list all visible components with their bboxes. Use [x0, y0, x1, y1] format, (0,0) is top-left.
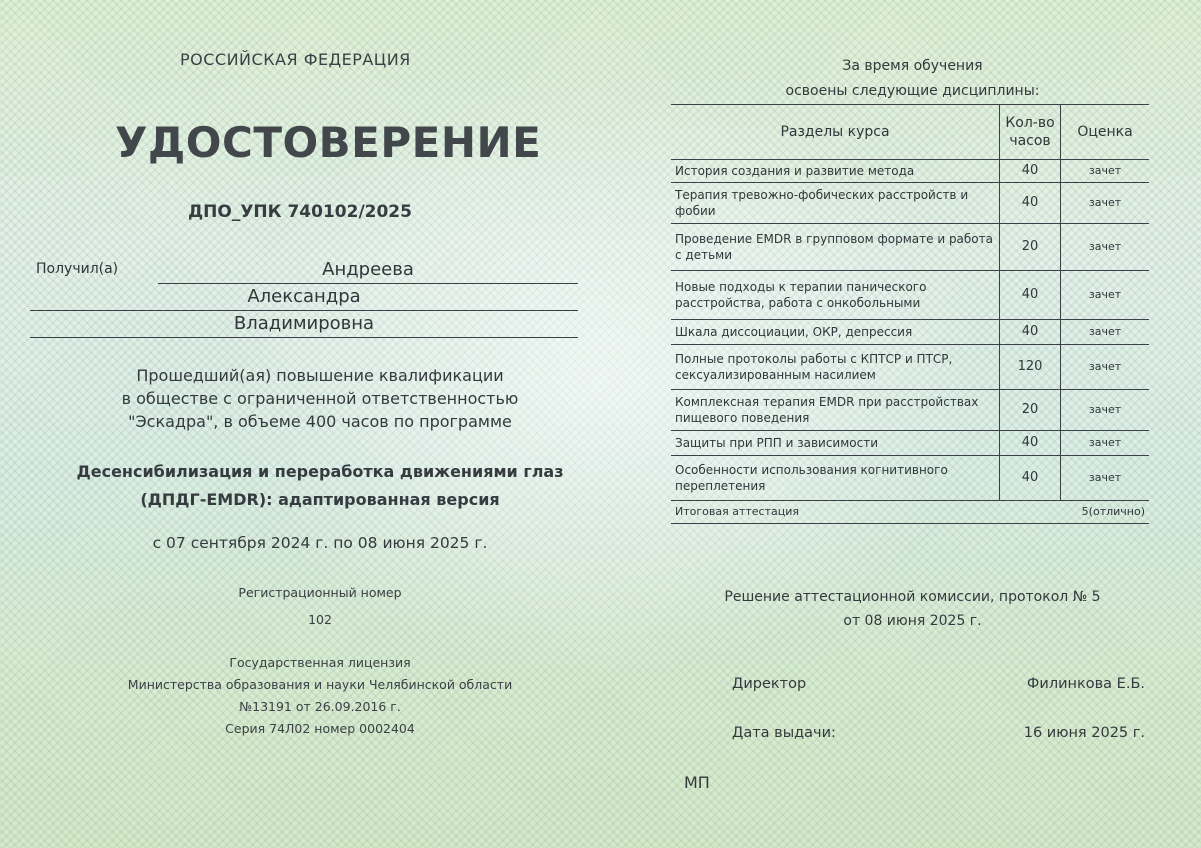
- license-line: Министерства образования и науки Челябинской области: [127, 677, 513, 692]
- grade-cell: зачет: [1061, 183, 1150, 224]
- grade-cell: зачет: [1061, 345, 1150, 390]
- license-line: Государственная лицензия: [229, 655, 411, 670]
- hours-cell: 40: [1000, 431, 1061, 456]
- study-dates: с 07 сентября 2024 г. по 08 июня 2025 г.: [152, 534, 488, 552]
- director-name: Филинкова Е.Б.: [1026, 676, 1145, 692]
- course-cell: Терапия тревожно-фобических расстройств и фобии: [671, 183, 1000, 224]
- commission-decision: [680, 585, 1145, 633]
- license-line: №13191 от 26.09.2016 г.: [239, 699, 401, 714]
- table-row: [671, 345, 1149, 390]
- hours-cell: 20: [1000, 224, 1061, 271]
- grade-cell: зачет: [1061, 431, 1150, 456]
- table-row: [671, 224, 1149, 271]
- table-row: [671, 271, 1149, 320]
- table-row: [671, 431, 1149, 456]
- final-attestation-row: [671, 501, 1149, 524]
- hours-cell: 40: [1000, 183, 1061, 224]
- issue-date-label: Дата выдачи:: [732, 725, 836, 741]
- grade-cell: зачет: [1061, 271, 1150, 320]
- registration-label: Регистрационный номер: [238, 585, 402, 600]
- qualification-line: Прошедший(ая) повышение квалификации: [136, 366, 504, 385]
- table-row: [671, 456, 1149, 501]
- course-cell: История создания и развитие метода: [671, 160, 1000, 183]
- grade-cell: зачет: [1061, 160, 1150, 183]
- hours-cell: 40: [1000, 320, 1061, 345]
- grade-cell: зачет: [1061, 224, 1150, 271]
- grade-cell: зачет: [1061, 456, 1150, 501]
- received-label: Получил(а): [36, 261, 119, 277]
- course-cell: Новые подходы к терапии панического расстройства, работа с онкобольными: [671, 271, 1000, 320]
- director-label: Директор: [732, 676, 807, 692]
- program-line: Десенсибилизация и переработка движениями глаз: [76, 462, 564, 481]
- header-grade: Оценка: [1061, 105, 1150, 160]
- document-number: ДПО_УПК 740102/2025: [188, 202, 412, 222]
- final-course-cell: Итоговая аттестация: [671, 501, 1061, 524]
- final-grade-cell: 5(отлично): [1061, 501, 1150, 524]
- disciplines-table: [671, 104, 1149, 524]
- stamp-place-label: МП: [684, 773, 710, 792]
- table-row: [671, 320, 1149, 345]
- table-row: [671, 390, 1149, 431]
- hours-cell: 20: [1000, 390, 1061, 431]
- license-line: Серия 74Л02 номер 0002404: [225, 721, 415, 736]
- issue-date: 16 июня 2025 г.: [1023, 725, 1145, 741]
- course-cell: Особенности использования когнитивного переплетения: [671, 456, 1000, 501]
- course-cell: Проведение EMDR в групповом формате и работа с детьми: [671, 224, 1000, 271]
- hours-cell: 40: [1000, 456, 1061, 501]
- qualification-text: [60, 364, 580, 433]
- grade-cell: зачет: [1061, 390, 1150, 431]
- intro-line: освоены следующие дисциплины:: [785, 83, 1040, 99]
- country-heading: РОССИЙСКАЯ ФЕДЕРАЦИЯ: [180, 50, 411, 69]
- table-row: [671, 160, 1149, 183]
- decision-line: Решение аттестационной комиссии, протокол № 5: [724, 589, 1101, 605]
- document-title: УДОСТОВЕРЕНИЕ: [115, 118, 542, 167]
- hours-cell: 120: [1000, 345, 1061, 390]
- hours-cell: 40: [1000, 271, 1061, 320]
- qualification-line: в обществе с ограниченной ответственностью: [121, 389, 519, 408]
- program-line: (ДПДГ-EMDR): адаптированная версия: [140, 490, 500, 509]
- program-title: [60, 458, 580, 514]
- recipient-surname: Андреева: [158, 259, 578, 284]
- header-hours: Кол-во часов: [1000, 105, 1061, 160]
- course-cell: Защиты при РПП и зависимости: [671, 431, 1000, 456]
- license-block: [60, 652, 580, 740]
- header-course: Разделы курса: [671, 105, 1000, 160]
- recipient-patronymic: Владимировна: [30, 313, 578, 338]
- registration-number: 102: [308, 612, 332, 627]
- decision-line: от 08 июня 2025 г.: [843, 613, 982, 629]
- course-cell: Полные протоколы работы с КПТСР и ПТСР, сексуализированным насилием: [671, 345, 1000, 390]
- grade-cell: зачет: [1061, 320, 1150, 345]
- intro-line: За время обучения: [842, 58, 983, 74]
- hours-cell: 40: [1000, 160, 1061, 183]
- disciplines-intro: [680, 54, 1145, 104]
- course-cell: Шкала диссоциации, ОКР, депрессия: [671, 320, 1000, 345]
- recipient-first-name: Александра: [30, 286, 578, 311]
- table-header-row: [671, 105, 1149, 160]
- course-cell: Комплексная терапия EMDR при расстройствах пищевого поведения: [671, 390, 1000, 431]
- qualification-line: "Эскадра", в объеме 400 часов по программе: [128, 412, 512, 431]
- table-row: [671, 183, 1149, 224]
